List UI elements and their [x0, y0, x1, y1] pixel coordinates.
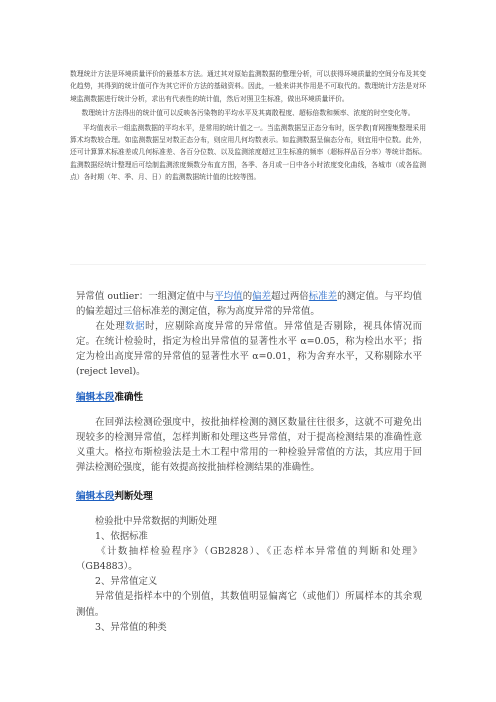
- judgement-line: [76, 514, 422, 529]
- spacer: [76, 504, 422, 514]
- judgement-line: [76, 620, 422, 635]
- accuracy-text: 在回弹法检测砼强度中，按批抽样检测的测区数量往往很多，这就不可避免出现较多的检测异常值，怎样判断和处理这些异常值，对于提高检测结果的准确性意义重大。格拉布斯检验法是土木工程中常用的一种检验异常值的方法，其应用于回弹法检测砼强度，能有效提高按批抽样检测结果的准确性。: [76, 416, 422, 473]
- intro-paragraph-2: 数理统计方法得出的统计值可以反映各污染物的平均水平及其离散程度、超标倍数和频率、浓度的时空变化等。: [81, 109, 415, 118]
- judgement-line: [76, 589, 422, 619]
- outlier-text-b: 的: [242, 291, 253, 302]
- edit-section-link[interactable]: 编辑本段: [76, 391, 115, 403]
- judgement-line: [76, 544, 422, 574]
- edit-section-link[interactable]: 编辑本段: [76, 490, 115, 502]
- outlier-article: [76, 289, 422, 635]
- section-heading-accuracy: [76, 390, 422, 405]
- processing-text-b: 时，应剔除高度异常的异常值。异常值是否剔除，视具体情况而定。在统计检验时，指定为检出异常值的显著性水平 α=0.05，称为检出水平；指定为检出高度异常的异常值的显著性水平 α=0.01，称为舍弃水平，又称剔除水平(reject level)。: [76, 321, 422, 378]
- outlier-text-a: 异常值 outlier：一组测定值中与: [76, 291, 215, 302]
- spacer: [76, 405, 422, 415]
- outlier-text-c: 超过两倍: [271, 291, 309, 302]
- link-standard-deviation[interactable]: 标准差: [308, 291, 338, 302]
- section-title: 判断处理: [114, 490, 153, 502]
- intro-section: [70, 68, 426, 186]
- spacer: [76, 380, 422, 390]
- judgement-line-text: 《计数抽样检验程序》（GB2828）、《正态样本异常值的判断和处理》（GB4883）。: [76, 546, 422, 573]
- judgement-line-text: 异常值是指样本中的个别值，其数值明显偏离它（或他们）所属样本的其余观测值。: [76, 591, 422, 618]
- processing-text-a: 在处理: [95, 321, 126, 333]
- link-mean[interactable]: 平均值: [214, 291, 243, 302]
- judgement-line-text: 3、异常值的种类: [95, 621, 167, 633]
- judgement-line-text: 检验批中异常数据的判断处理: [95, 515, 217, 527]
- link-data[interactable]: 数据: [125, 321, 146, 333]
- judgement-line-text: 2、异常值定义: [95, 576, 158, 588]
- judgement-line-text: 1、依据标准: [95, 531, 148, 543]
- spacer: [76, 475, 422, 489]
- section-divider: [70, 264, 426, 265]
- section-title: 准确性: [114, 391, 144, 403]
- outlier-text-d: 的测定值。与平均值的偏差超过三倍标准差的测定值，称为高度异常的异常值。: [76, 291, 422, 318]
- judgement-line: [76, 574, 422, 589]
- accuracy-paragraph: [76, 415, 422, 475]
- link-deviation[interactable]: 偏差: [252, 291, 271, 302]
- outlier-processing: [76, 319, 422, 379]
- intro-paragraph-3: 平均值表示一组监测数据的平均水平，是常用的统计值之一。当监测数据呈正态分布时，医学教|育网搜集整理采用算术均数较合理。如监测数据呈对数正态分布，则应用几何均数表示。如监测数据呈偏态分布，则宜用中位数。此外，还可计算算术标准差或几何标准差、各百分位数、以及监测浓度超过卫生标准的频率（超标样品百分率）等统计指标。监测数据经统计整理后可绘制监测浓度频数分布直方图，各季、各月或一日中各小时浓度变化曲线，各城市（或各监测点）各时期（年、季、月、日）的监测数据统计值的比较等图。: [70, 123, 426, 182]
- outlier-definition: [76, 289, 422, 319]
- section-heading-judgement: [76, 489, 422, 504]
- intro-paragraph-1: 数理统计方法是环境质量评价的最基本方法。通过其对原始监测数据的整理分析，可以获得环境质量的空间分布及其变化趋势，其得到的统计值可作为其它评价方法的基础资料。因此，一般来讲其作用是不可取代的。数理统计方法是对环境监测数据进行统计分析，求出有代表性的统计值，然后对照卫生标准，做出环境质量评价。: [70, 70, 426, 103]
- judgement-line: [76, 529, 422, 544]
